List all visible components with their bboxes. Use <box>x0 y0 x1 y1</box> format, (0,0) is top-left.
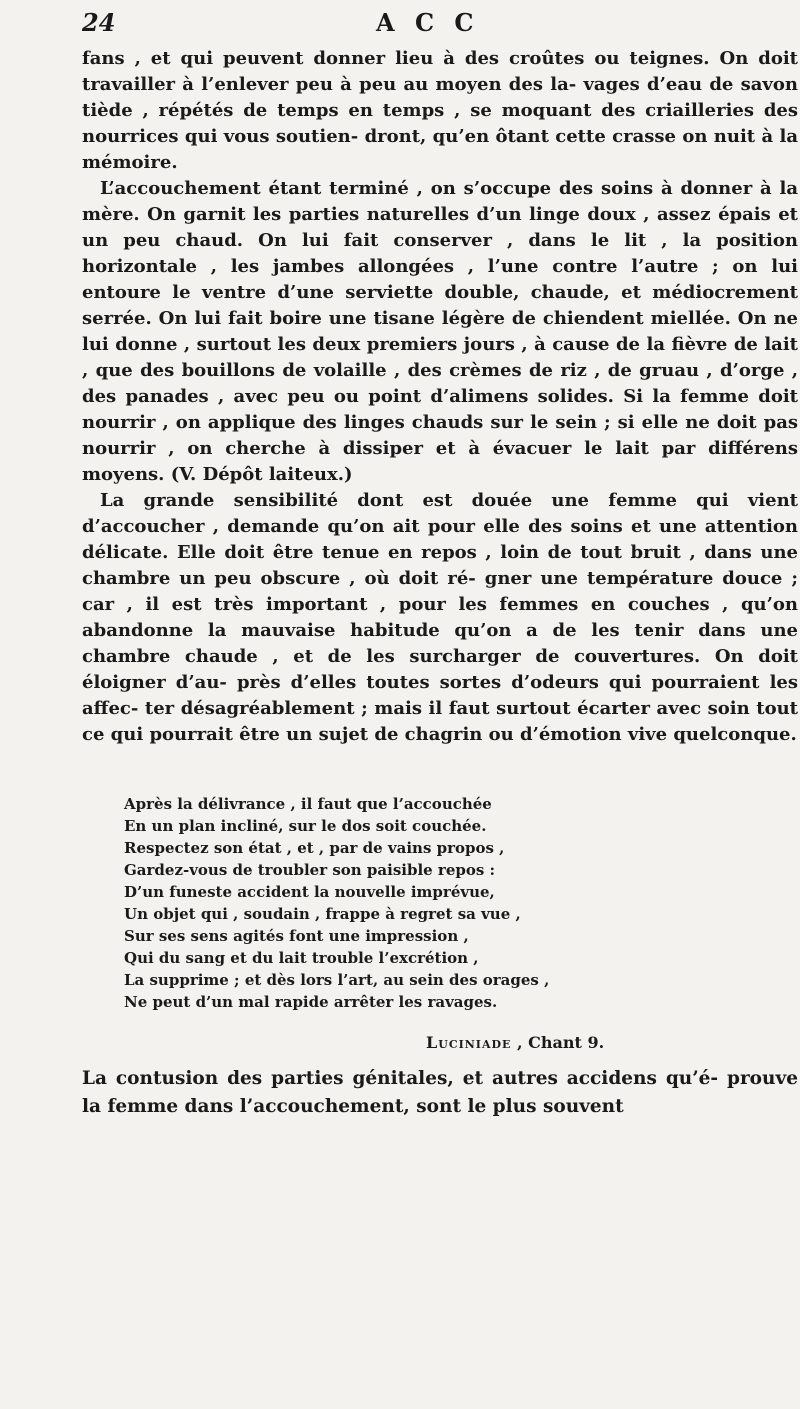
attribution-work-title: Luciniade <box>426 1033 512 1052</box>
verse-line: Un objet qui , soudain , frappe à regret sa vue , <box>124 905 521 923</box>
running-head-word: A C C <box>376 8 480 37</box>
verse-quotation <box>124 793 764 1013</box>
verse-line: Ne peut d’un mal rapide arrêter les ravages. <box>124 993 498 1011</box>
page-number: 24 <box>82 8 116 37</box>
verse-line: Gardez-vous de troubler son paisible repos : <box>124 861 496 879</box>
verse-line: Après la délivrance , il faut que l’accouchée <box>124 795 492 813</box>
main-text <box>82 46 798 748</box>
verse-line: Respectez son état , et , par de vains propos , <box>124 839 505 857</box>
verse-line: Qui du sang et du lait trouble l’excrétion , <box>124 949 479 967</box>
running-head <box>82 8 798 48</box>
attribution-canto: , Chant 9. <box>516 1033 605 1052</box>
verse-attribution <box>426 1033 604 1052</box>
closing-paragraph: La contusion des parties génitales, et autres accidens qu’é- prouve la femme dans l’accouchement, sont le plus souvent <box>82 1068 798 1117</box>
verse-line: D’un funeste accident la nouvelle imprévue, <box>124 883 495 901</box>
paragraph-continuation: fans , et qui peuvent donner lieu à des croûtes ou teignes. On doit travailler à l’enlever peu à peu au moyen des la- vages d’eau de savon tiède , répétés de temps en temps , se moquant des criailleries des nourrices qui vous soutien- dront, qu’en ôtant cette crasse on nuit à la mémoire. <box>82 48 798 173</box>
verse-line: En un plan incliné, sur le dos soit couchée. <box>124 817 487 835</box>
paragraph-sensibility: La grande sensibilité dont est douée une femme qui vient d’accoucher , demande qu’on ait pour elle des soins et une attention délicate. Elle doit être tenue en repos , loin de tout bruit , dans une chambre un peu obscure , où doit ré- gner une température douce ; car , il est très important , pour les femmes en couches , qu’on abandonne la mauvaise habitude qu’on a de les tenir dans une chambre chaude , et de les surcharger de couvertures. On doit éloigner d’au- près d’elles toutes sortes d’odeurs qui pourraient les affec- ter désagréablement ; mais il faut surtout écarter avec soin tout ce qui pourrait être un sujet de chagrin ou d’émotion vive quelconque. <box>82 490 798 745</box>
verse-line: Sur ses sens agités font une impression , <box>124 927 469 945</box>
verse-line: La supprime ; et dès lors l’art, au sein des orages , <box>124 971 550 989</box>
paragraph-postpartum-care: L’accouchement étant terminé , on s’occupe des soins à donner à la mère. On garnit les parties naturelles d’un linge doux , assez épais et un peu chaud. On lui fait conserver , dans le lit , la position horizontale , les jambes allongées , l’une contre l’autre ; on lui entoure le ventre d’une serviette double, chaude, et médiocrement serrée. On lui fait boire une tisane légère de chiendent miellée. On ne lui donne , surtout les deux premiers jours , à cause de la fièvre de lait , que des bouillons de volaille , des crèmes de riz , de gruau , d’orge , des panades , avec peu ou point d’alimens solides. Si la femme doit nourrir , on applique des linges chauds sur le sein ; si elle ne doit pas nourrir , on cherche à dissiper et à évacuer le lait par différens moyens. (V. Dépôt laiteux.) <box>82 178 798 485</box>
